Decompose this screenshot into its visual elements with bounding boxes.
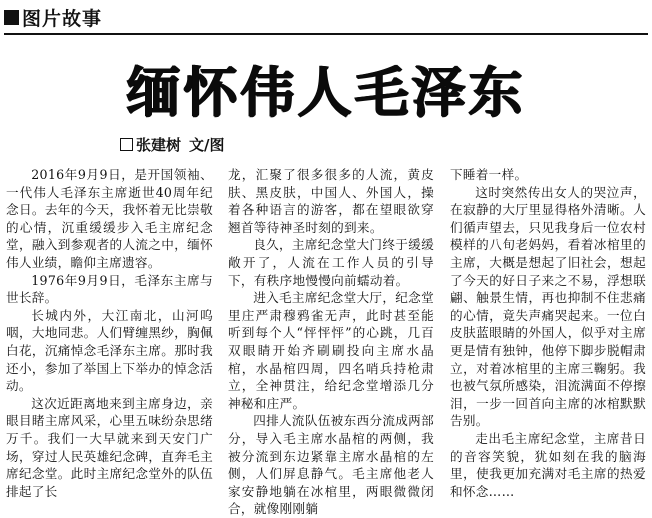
paragraph: 2016年9月9日，是开国领袖、一代伟人毛泽东主席逝世40周年纪念日。去年的今天，我怀着无比崇敬的心情，沉重缓缓步入毛主席纪念堂，融入到参观者的人流之中，缅怀伟人业绩，瞻仰主席遗容。 bbox=[6, 167, 213, 270]
section-header bbox=[4, 4, 648, 30]
paragraph: 下睡着一样。 bbox=[450, 167, 528, 182]
article-column-3 bbox=[450, 166, 646, 504]
article-column-1 bbox=[6, 166, 213, 504]
paragraph: 走出毛主席纪念堂，主席昔日的音容笑貌，犹如刻在我的脑海里，使我更加充满对毛主席的热爱和怀念…… bbox=[450, 430, 646, 499]
paragraph: 四排人流队伍被东西分流成两部分，导入毛主席水晶棺的两侧，我被分流到东边紧靠主席水晶棺的左侧，人们屏息静气。毛主席他老人家安静地躺在冰棺里，两眼微微闭合，就像刚刚躺 bbox=[228, 413, 434, 517]
section-label: 图片故事 bbox=[22, 7, 103, 30]
paragraph: 龙，汇聚了很多很多的人流，黄皮肤、黑皮肤，中国人、外国人，操着各种语言的游客，都在望眼欲穿翘首等待神圣时刻的到来。 bbox=[228, 167, 434, 235]
byline-credit: 文/图 bbox=[189, 136, 225, 154]
byline bbox=[120, 134, 225, 155]
paragraph: 良久，主席纪念堂大门终于缓缓敞开了，人流在工作人员的引导下，有秩序地慢慢向前蠕动着。 bbox=[228, 237, 434, 288]
headline: 缅怀伟人毛泽东 bbox=[126, 61, 526, 124]
header-rule bbox=[4, 33, 648, 35]
square-bullet-icon bbox=[4, 10, 19, 25]
paragraph: 长城内外，大江南北，山河呜咽，大地同悲。人们臂缠黑纱，胸佩白花，沉痛悼念毛泽东主席。那时我还小，参加了举国上下举办的悼念活动。 bbox=[6, 307, 213, 394]
article-column-2 bbox=[228, 166, 434, 517]
paragraph: 1976年9月9日，毛泽东主席与世长辞。 bbox=[6, 272, 213, 306]
paragraph: 这时突然传出女人的哭泣声，在寂静的大厅里显得格外清晰。人们循声望去，只见我身后一位农村模样的八旬老妈妈，看着冰棺里的主席，大概是想起了旧社会，想起了今天的好日子来之不易，浮想联翩、触景生情，再也抑制不住悲痛的心情，竟失声痛哭起来。一位白皮肤蓝眼睛的外国人，似乎对主席更是情有独钟，他停下脚步脱帽肃立，对着冰棺里的主席三鞠躬。我也被气氛所感染，泪流满面不停擦泪，一步一回首向主席的冰棺默默告别。 bbox=[450, 184, 646, 429]
open-square-icon bbox=[120, 138, 133, 151]
paragraph: 进入毛主席纪念堂大厅，纪念堂里庄严肃穆鸦雀无声，此时甚至能听到每个人“怦怦怦”的心跳，几百双眼睛开始齐刷刷投向主席水晶棺，水晶棺四周，四名哨兵持枪肃立，全神贯注，给纪念堂增添几分神秘和庄严。 bbox=[228, 290, 434, 411]
byline-author: 张建树 bbox=[136, 136, 182, 154]
paragraph: 这次近距离地来到主席身边，亲眼目睹主席风采，心里五味纷杂思绪万千。我们一大早就来到天安门广场，穿过人民英雄纪念碑，直奔毛主席纪念堂。此时主席纪念堂外的队伍排起了长 bbox=[6, 395, 213, 499]
